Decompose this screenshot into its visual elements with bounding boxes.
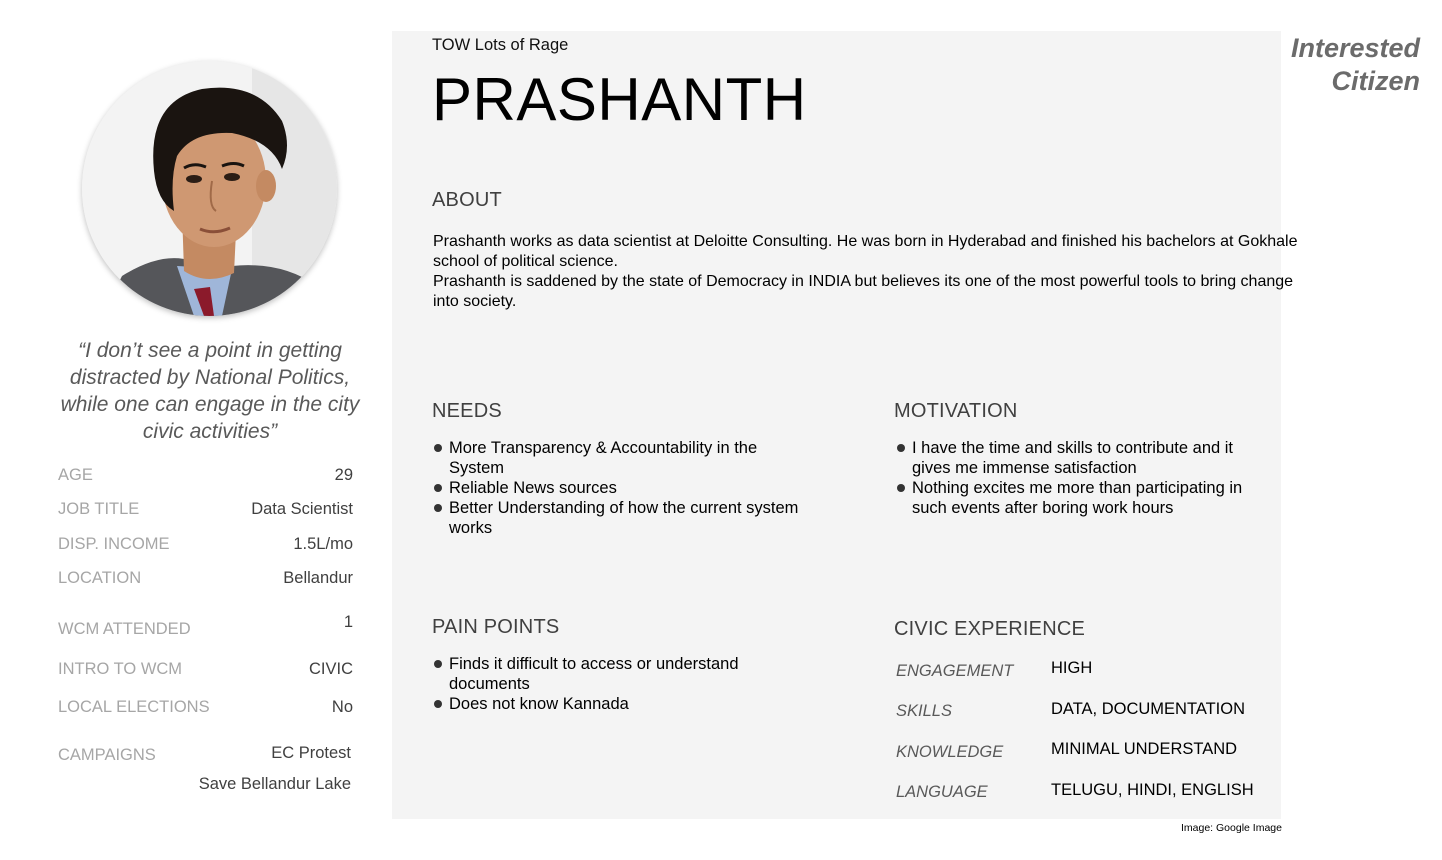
attr-label-local-elections: LOCAL ELECTIONS xyxy=(58,698,210,716)
civic-value-knowledge: MINIMAL UNDERSTAND xyxy=(1051,740,1238,758)
about-line-2: Prashanth is saddened by the state of Democracy in INDIA but believes its one of the most powerful tools to bring change into society. xyxy=(433,273,1294,310)
persona-quote: “I don’t see a point in getting distracted by National Politics, while one can engage in the city civic activities” xyxy=(60,339,360,443)
attr-value-local-elections: No xyxy=(331,698,353,716)
list-item: Better Understanding of how the current system works xyxy=(433,498,813,538)
persona-type-line-2: Citizen xyxy=(1331,66,1420,96)
attr-value-intro-wcm: CIVIC xyxy=(308,660,353,678)
civic-label-knowledge: KNOWLEDGE xyxy=(896,743,1004,761)
portrait-image xyxy=(82,61,337,316)
about-text xyxy=(433,232,1303,312)
list-item: I have the time and skills to contribute and it gives me immense satisfaction xyxy=(896,438,1246,478)
civic-label-engagement: ENGAGEMENT xyxy=(896,662,1014,680)
civic-value-skills: DATA, DOCUMENTATION xyxy=(1051,700,1246,718)
motivation-title: MOTIVATION xyxy=(894,400,1018,422)
list-item: Nothing excites me more than participating in such events after boring work hours xyxy=(896,478,1246,518)
persona-type-line-1: Interested xyxy=(1290,33,1420,63)
attr-value-age: 29 xyxy=(334,466,353,484)
civic-value-language: TELUGU, HINDI, ENGLISH xyxy=(1051,781,1254,799)
pain-points-list xyxy=(433,654,763,714)
attr-value-campaign-1: EC Protest xyxy=(271,744,351,762)
about-line-1: Prashanth works as data scientist at Deloitte Consulting. He was born in Hyderabad and finished his bachelors at Gokhale school of political science. xyxy=(433,233,1298,270)
attr-label-job-title: JOB TITLE xyxy=(58,500,140,518)
attr-value-location: Bellandur xyxy=(283,569,353,587)
list-item: Does not know Kannada xyxy=(433,694,763,714)
motivation-list xyxy=(896,438,1246,518)
needs-title: NEEDS xyxy=(432,400,502,422)
attr-label-intro-wcm: INTRO TO WCM xyxy=(58,660,183,678)
list-item: Finds it difficult to access or understand documents xyxy=(433,654,763,694)
attr-label-wcm-attended: WCM ATTENDED xyxy=(58,620,191,638)
civic-value-engagement: HIGH xyxy=(1051,659,1093,677)
civic-label-language: LANGUAGE xyxy=(896,783,988,801)
pain-points-title: PAIN POINTS xyxy=(432,616,560,638)
avatar xyxy=(82,61,337,316)
civic-label-skills: SKILLS xyxy=(896,702,952,720)
attr-label-income: DISP. INCOME xyxy=(58,535,170,553)
persona-name: PRASHANTH xyxy=(432,66,807,133)
attr-value-income: 1.5L/mo xyxy=(293,535,353,553)
about-title: ABOUT xyxy=(432,189,502,211)
list-item: Reliable News sources xyxy=(433,478,813,498)
needs-list xyxy=(433,438,813,538)
persona-type xyxy=(1291,32,1420,98)
attr-value-wcm-attended: 1 xyxy=(343,613,353,631)
attr-label-age: AGE xyxy=(58,466,93,484)
attr-value-campaign-2: Save Bellandur Lake xyxy=(198,775,351,793)
attr-label-campaigns: CAMPAIGNS xyxy=(58,746,156,764)
persona-subtitle: TOW Lots of Rage xyxy=(432,36,569,54)
attr-label-location: LOCATION xyxy=(58,569,142,587)
attr-value-job-title: Data Scientist xyxy=(251,500,353,518)
image-credit: Image: Google Image xyxy=(1181,822,1282,834)
list-item: More Transparency & Accountability in the System xyxy=(433,438,813,478)
civic-experience-title: CIVIC EXPERIENCE xyxy=(894,618,1086,640)
